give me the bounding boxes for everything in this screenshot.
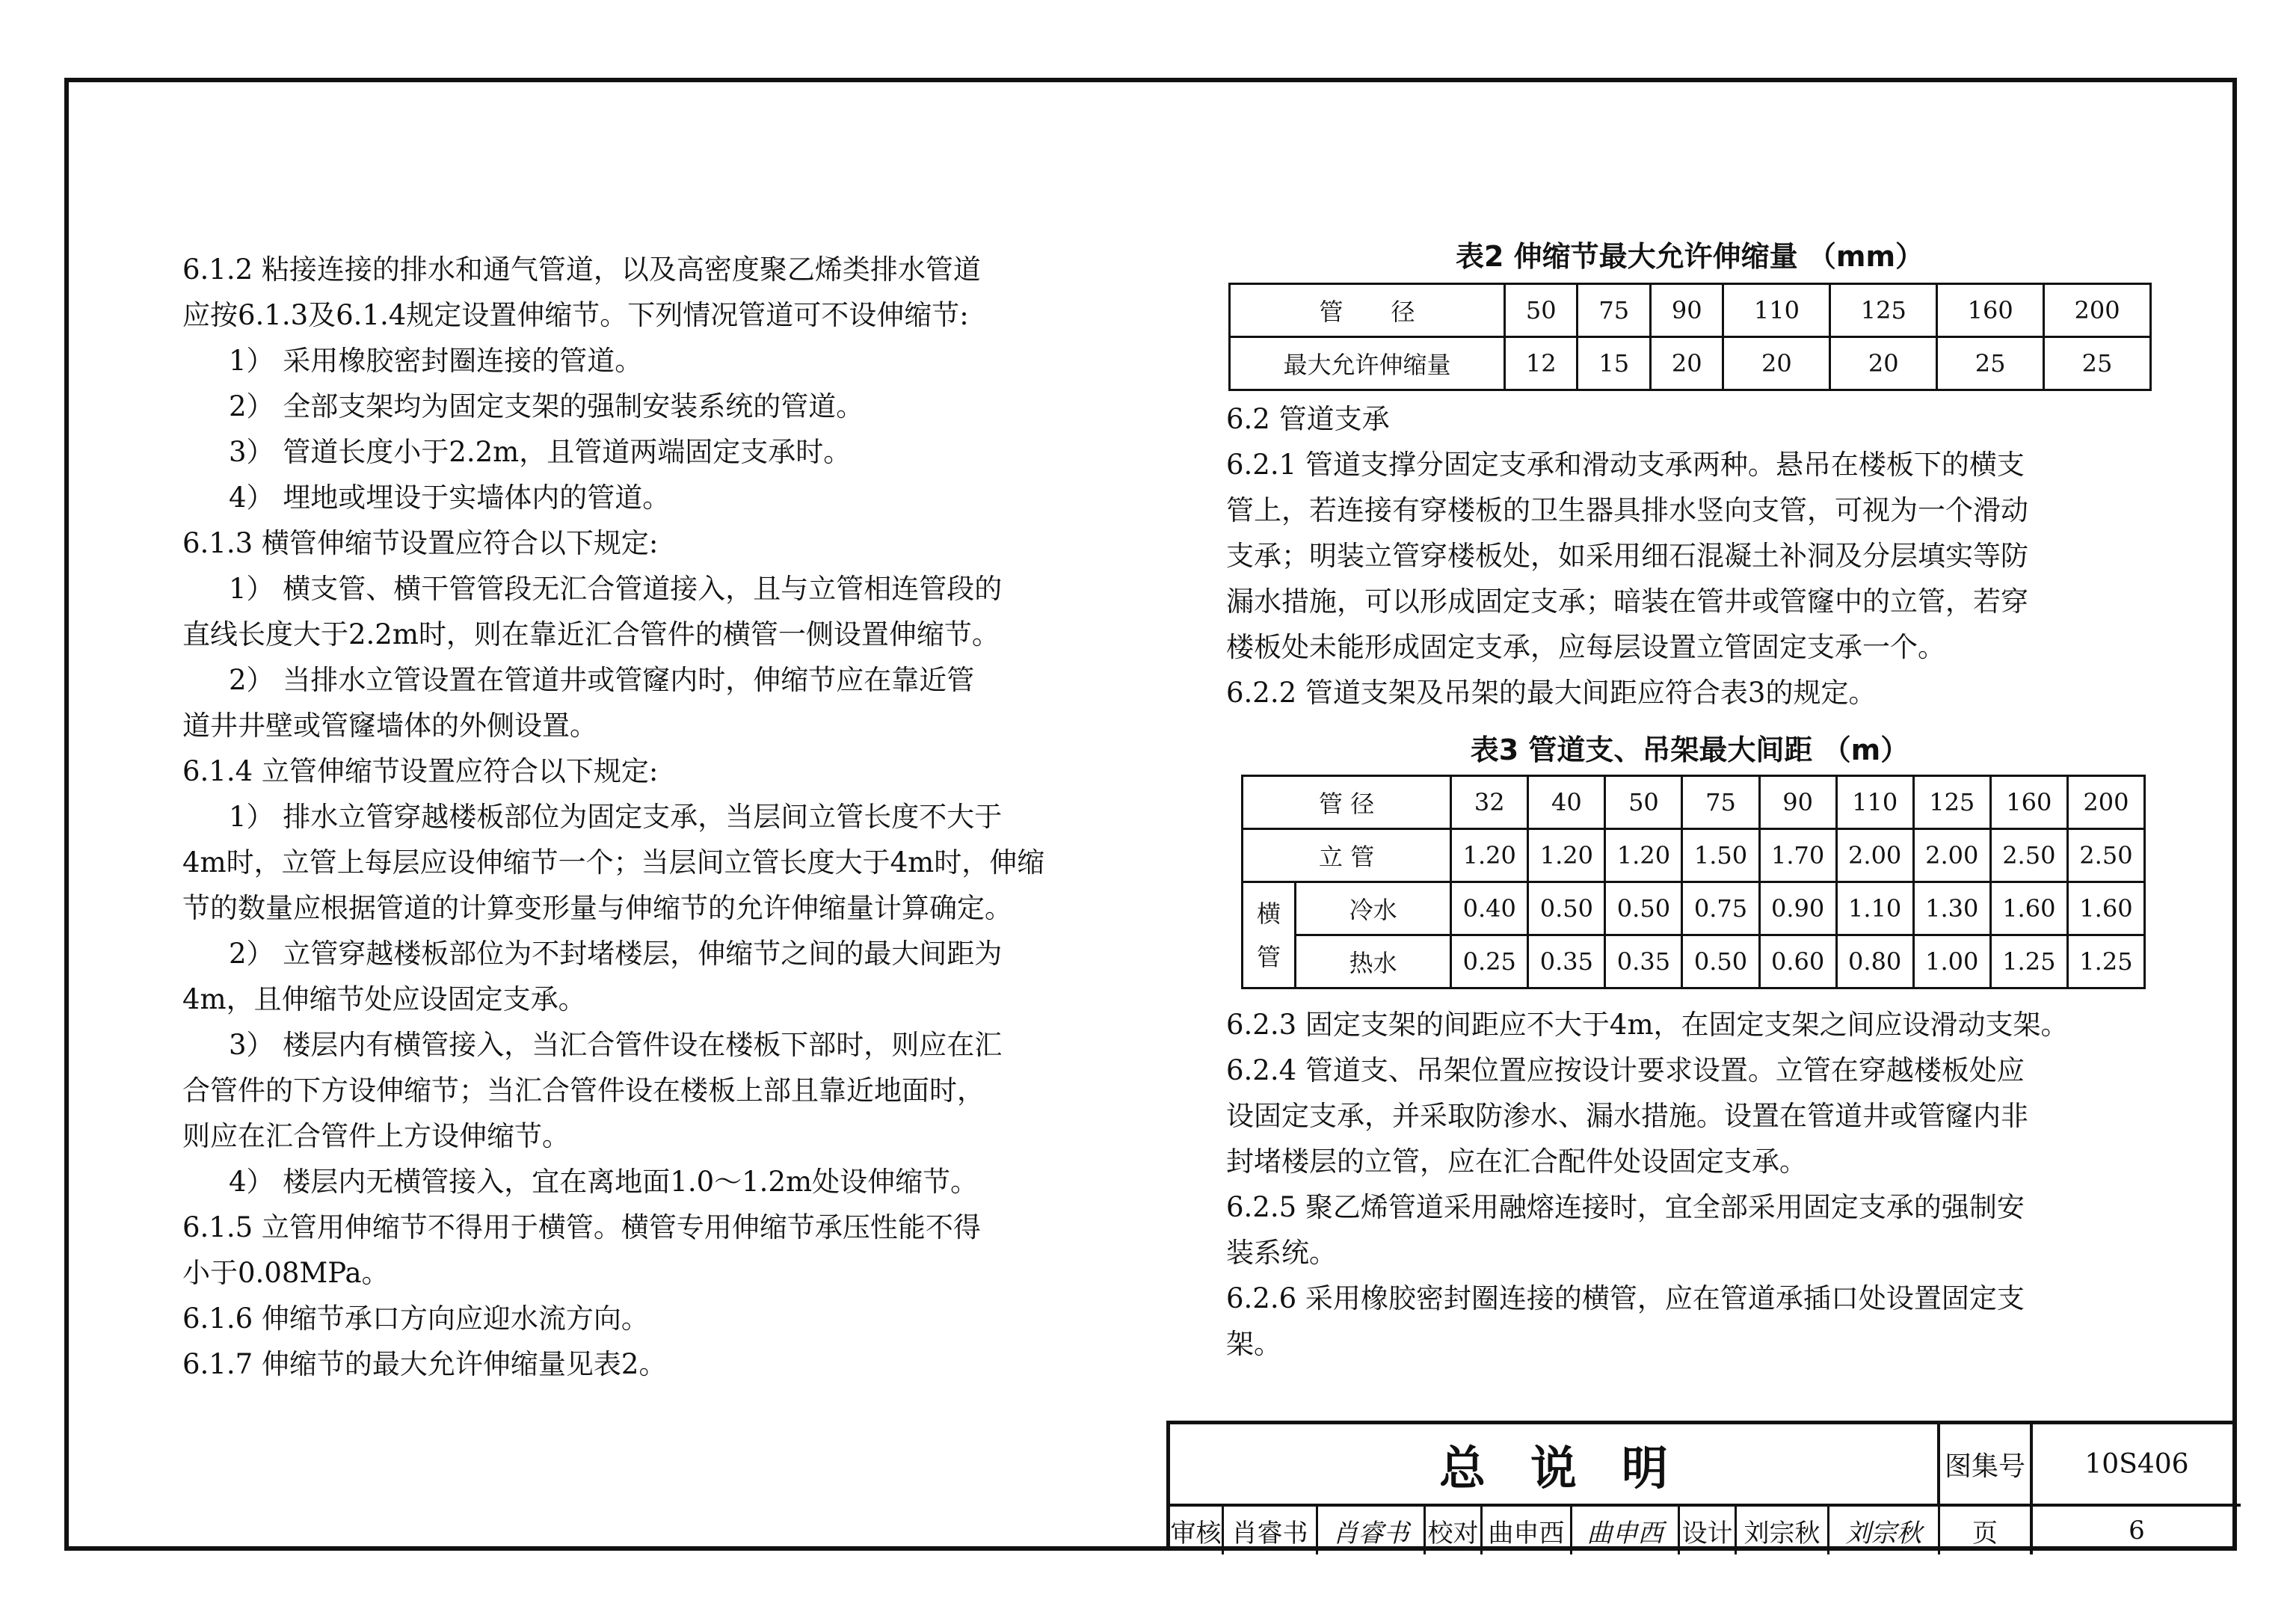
table-cell: 1.00	[1913, 935, 1990, 988]
table-cell: 75	[1578, 284, 1650, 337]
table-cell: 0.60	[1759, 935, 1836, 988]
paragraph-line: 3） 楼层内有横管接入，当汇合管件设在楼板下部时，则应在汇	[229, 1029, 1003, 1061]
paragraph-line: 合管件的下方设伸缩节；当汇合管件设在楼板上部且靠近地面时，	[182, 1074, 985, 1107]
table-cell: 15	[1578, 337, 1650, 390]
table-row	[1243, 882, 2145, 935]
title-block	[1166, 1421, 2237, 1551]
table-header-cell: 管 径	[1230, 284, 1505, 337]
table-cell: 20	[1830, 337, 1937, 390]
table-cell: 0.35	[1605, 935, 1682, 988]
table-cell: 2.50	[2067, 829, 2144, 882]
table-header-cell: 管 径	[1243, 776, 1451, 829]
paragraph-line: 4） 楼层内无横管接入，宜在离地面1.0～1.2m处设伸缩节。	[229, 1166, 979, 1198]
table2	[1228, 283, 2152, 391]
paragraph-line: 6.1.3 横管伸缩节设置应符合以下规定:	[182, 527, 659, 559]
page-label: 页	[1940, 1507, 2033, 1554]
paragraph-line: 漏水措施，可以形成固定支承；暗装在管井或管窿中的立管，若穿	[1226, 585, 2028, 618]
table-cell: 0.35	[1528, 935, 1605, 988]
paragraph-line: 直线长度大于2.2m时，则在靠近汇合管件的横管一侧设置伸缩节。	[182, 618, 1000, 650]
right-column-block2	[1226, 1002, 2153, 1367]
table-cell: 0.50	[1605, 882, 1682, 935]
document-title: 总说明	[1170, 1424, 1940, 1507]
table-row	[1243, 776, 2145, 829]
table-cell: 200	[2067, 776, 2144, 829]
paragraph-line: 楼板处未能形成固定支承，应每层设置立管固定支承一个。	[1226, 631, 1945, 663]
paragraph-line: 节的数量应根据管道的计算变形量与伸缩节的允许伸缩量计算确定。	[182, 892, 1012, 924]
paragraph-line: 封堵楼层的立管，应在汇合配件处设固定支承。	[1226, 1145, 1807, 1178]
review-label: 审核	[1170, 1507, 1224, 1554]
check-label: 校对	[1426, 1507, 1483, 1554]
page-number: 6	[2129, 1516, 2145, 1545]
table-cell: 0.50	[1528, 882, 1605, 935]
table-cell: 25	[1937, 337, 2044, 390]
table-cell: 90	[1650, 284, 1723, 337]
paragraph-line: 装系统。	[1226, 1237, 1337, 1269]
paragraph-line: 3） 管道长度小于2.2m，且管道两端固定支承时。	[229, 436, 852, 468]
table-cell: 110	[1836, 776, 1913, 829]
table3-caption: 表3 管道支、吊架最大间距 （m）	[1470, 733, 1909, 766]
designer-name: 刘宗秋	[1737, 1507, 1829, 1554]
paragraph-line: 6.2.3 固定支架的间距应不大于4m，在固定支架之间应设滑动支架。	[1226, 1009, 2069, 1041]
table-cell: 2.00	[1836, 829, 1913, 882]
table-cell: 50	[1605, 776, 1682, 829]
design-label: 设计	[1680, 1507, 1737, 1554]
table-cell: 1.10	[1836, 882, 1913, 935]
atlas-number: 10S406	[2033, 1424, 2241, 1507]
table-row	[1230, 284, 2151, 337]
table-cell: 1.25	[1990, 935, 2067, 988]
paragraph-line: 6.1.6 伸缩节承口方向应迎水流方向。	[182, 1302, 649, 1335]
paragraph-line: 管上，若连接有穿楼板的卫生器具排水竖向支管，可视为一个滑动	[1226, 494, 2028, 526]
table-row	[1243, 829, 2145, 882]
paragraph-line: 6.2.1 管道支撑分固定支承和滑动支承两种。悬吊在楼板下的横支	[1226, 449, 2025, 481]
table-cell: 1.60	[1990, 882, 2067, 935]
table-cell: 12	[1505, 337, 1578, 390]
table-header-cell: 冷水	[1296, 882, 1451, 935]
paragraph-line: 4） 埋地或埋设于实墙体内的管道。	[229, 482, 671, 514]
paragraph-line: 2） 全部支架均为固定支架的强制安装系统的管道。	[229, 390, 864, 422]
paragraph-line: 支承；明装立管穿楼板处，如采用细石混凝土补洞及分层填实等防	[1226, 540, 2028, 572]
table-cell: 160	[1937, 284, 2044, 337]
table-cell: 75	[1682, 776, 1759, 829]
paragraph-line: 6.2.4 管道支、吊架位置应按设计要求设置。立管在穿越楼板处应	[1226, 1054, 2025, 1086]
table-cell: 0.50	[1682, 935, 1759, 988]
paragraph-line: 6.1.4 立管伸缩节设置应符合以下规定:	[182, 755, 659, 787]
table-cell: 1.20	[1451, 829, 1528, 882]
table-cell: 110	[1723, 284, 1830, 337]
table-cell: 0.90	[1759, 882, 1836, 935]
paragraph-line: 2） 立管穿越楼板部位为不封堵楼层，伸缩节之间的最大间距为	[229, 938, 1003, 970]
table-header-cell: 热水	[1296, 935, 1451, 988]
table-cell: 20	[1650, 337, 1723, 390]
table-cell: 32	[1451, 776, 1528, 829]
paragraph-line: 4m时，立管上每层应设伸缩节一个；当层间立管长度大于4m时，伸缩	[182, 846, 1045, 879]
table-cell: 125	[1830, 284, 1937, 337]
table-header-cell	[1243, 882, 1296, 988]
paragraph-line: 6.2.6 采用橡胶密封圈连接的横管，应在管道承插口处设置固定支	[1226, 1282, 2025, 1314]
section-heading: 6.2 管道支承	[1226, 403, 1390, 435]
table-cell: 1.60	[2067, 882, 2144, 935]
paragraph-line: 则应在汇合管件上方设伸缩节。	[182, 1120, 570, 1152]
paragraph-line: 6.2.5 聚乙烯管道采用融熔连接时，宜全部采用固定支承的强制安	[1226, 1191, 2025, 1223]
table-cell: 2.50	[1990, 829, 2067, 882]
table-cell: 20	[1723, 337, 1830, 390]
table-cell: 0.40	[1451, 882, 1528, 935]
checker-signature: 曲申西	[1572, 1507, 1680, 1554]
paragraph-line: 6.1.7 伸缩节的最大允许伸缩量见表2。	[182, 1348, 667, 1380]
table-cell: 1.30	[1913, 882, 1990, 935]
paragraph-line: 设固定支承，并采取防渗水、漏水措施。设置在管道井或管窿内非	[1226, 1100, 2028, 1132]
table-cell: 1.70	[1759, 829, 1836, 882]
paragraph-line: 小于0.08MPa。	[182, 1257, 390, 1289]
table-cell: 200	[2044, 284, 2151, 337]
table-cell: 50	[1505, 284, 1578, 337]
paragraph-line: 1） 横支管、横干管管段无汇合管道接入，且与立管相连管段的	[229, 573, 1003, 605]
table-cell: 0.80	[1836, 935, 1913, 988]
horizontal-label: 横	[1256, 899, 1281, 928]
table-cell: 2.00	[1913, 829, 1990, 882]
paragraph-line: 4m，且伸缩节处应设固定支承。	[182, 983, 586, 1015]
paragraph-line: 1） 采用橡胶密封圈连接的管道。	[229, 345, 643, 377]
atlas-number-label: 图集号	[1940, 1424, 2033, 1507]
paragraph-line: 6.1.2 粘接连接的排水和通气管道，以及高密度聚乙烯类排水管道	[182, 253, 981, 286]
table3	[1241, 775, 2146, 989]
checker-name: 曲申西	[1483, 1507, 1572, 1554]
table-cell: 1.25	[2067, 935, 2144, 988]
table-cell: 1.20	[1605, 829, 1682, 882]
reviewer-name: 肖睿书	[1224, 1507, 1318, 1554]
paragraph-line: 1） 排水立管穿越楼板部位为固定支承，当层间立管长度不大于	[229, 801, 1003, 833]
table-cell: 1.50	[1682, 829, 1759, 882]
table-cell: 25	[2044, 337, 2151, 390]
paragraph-line: 应按6.1.3及6.1.4规定设置伸缩节。下列情况管道可不设伸缩节:	[182, 299, 969, 331]
right-column-block1	[1226, 396, 2153, 716]
paragraph-line: 道井井壁或管窿墙体的外侧设置。	[182, 710, 597, 742]
table-cell: 1.20	[1528, 829, 1605, 882]
table-cell: 90	[1759, 776, 1836, 829]
paragraph-line: 6.2.2 管道支架及吊架的最大间距应符合表3的规定。	[1226, 677, 1877, 709]
designer-signature: 刘宗秋	[1829, 1507, 1940, 1554]
table-header-cell: 最大允许伸缩量	[1230, 337, 1505, 390]
table-cell: 0.75	[1682, 882, 1759, 935]
table-cell: 0.25	[1451, 935, 1528, 988]
table-row	[1243, 935, 2145, 988]
table-header-cell: 立 管	[1243, 829, 1451, 882]
paragraph-line: 6.1.5 立管用伸缩节不得用于横管。横管专用伸缩节承压性能不得	[182, 1211, 981, 1243]
left-column	[182, 247, 1124, 1387]
paragraph-line: 2） 当排水立管设置在管道井或管窿内时，伸缩节应在靠近管	[229, 664, 975, 696]
table-cell: 125	[1913, 776, 1990, 829]
table-cell: 40	[1528, 776, 1605, 829]
table-cell: 160	[1990, 776, 2067, 829]
horizontal-label: 管	[1256, 942, 1281, 971]
table-row	[1230, 337, 2151, 390]
paragraph-line: 架。	[1226, 1328, 1281, 1360]
reviewer-signature: 肖睿书	[1318, 1507, 1426, 1554]
table2-caption: 表2 伸缩节最大允许伸缩量 （mm）	[1455, 240, 1924, 273]
